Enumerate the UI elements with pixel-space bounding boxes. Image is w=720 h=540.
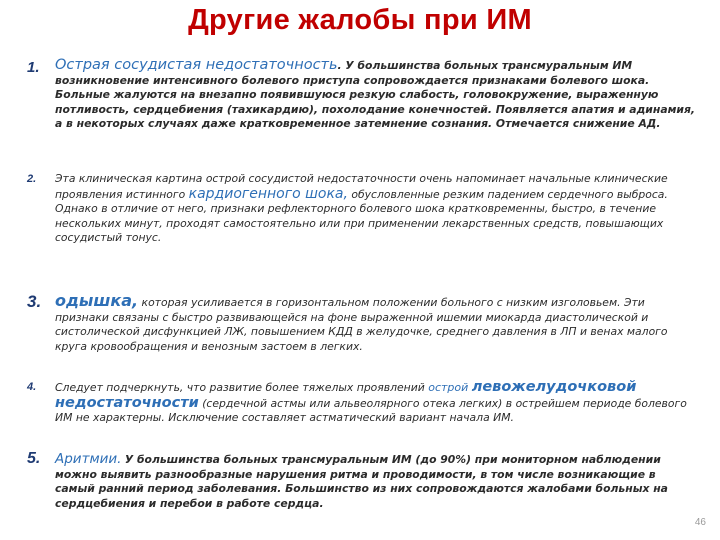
list-item-5 (27, 452, 699, 511)
item-number: 2. (27, 173, 37, 185)
list-item-1 (27, 58, 699, 132)
highlight-term: Острая сосудистая недостаточность (55, 57, 338, 73)
item-body: обусловленные резким падением сердечного выброса. Однако в отличие от него, признаки рефлекторного болевого шока кратковременны, быстро, в течение нескольких минут, проходят самостоятельно или при применении лекарственных средств, повышающих сосудистый тонус. (55, 187, 668, 244)
item-body: (сердечной астмы или альвеолярного отека легких) в острейшем периоде болевого ИМ не характерны. Исключение составляет астматический вариант начала ИМ. (55, 396, 687, 424)
item-number: 1. (27, 59, 40, 76)
item-number: 4. (27, 381, 37, 393)
list-item-4 (27, 380, 699, 426)
item-body: У большинства больных трансмуральным ИМ (до 90%) при мониторном наблюдении можно выявить разнообразные нарушения ритма и проводимости, в том числе возникающие в самый ранний период заболевания. Большинство из них сопровождаются жалобами больных на сердцебиения и перебои в работе сердца. (55, 453, 668, 510)
item-number: 3. (27, 292, 42, 311)
highlight-term: Аритмии. (55, 451, 122, 467)
item-text (55, 172, 699, 246)
list-item-2 (27, 172, 699, 246)
highlight-term: кардиогенного шока, (188, 185, 348, 202)
list-item-3 (27, 291, 699, 354)
item-body-lead: Эта клиническая картина острой сосудистой недостаточности очень напоминает начальные клинические проявления истинного (55, 172, 668, 201)
item-number: 5. (27, 450, 41, 467)
item-text (55, 380, 699, 426)
highlight-word: острой (428, 381, 469, 394)
highlight-term: левожелудочковой недостаточности (55, 379, 637, 411)
item-text (55, 58, 699, 132)
highlight-term: одышка, (55, 291, 139, 310)
item-body-lead: Следует подчеркнуть, что развитие более тяжелых проявлений (55, 381, 425, 394)
slide-title: Другие жалобы при ИМ (188, 4, 532, 36)
item-text (55, 452, 699, 511)
item-body: которая усиливается в горизонтальном положении больного с низким изголовьем. Эти признаки связаны с быстро развивающейся на фоне выраженной ишемии миокарда диастолической и систолической дисфункцией ЛЖ, повышением КДД в желудочке, среднего давления в ЛП и венах малого круга кровообращения и венозным застоем в легких. (55, 296, 668, 353)
item-text (55, 291, 699, 354)
item-body: . У большинства больных трансмуральным ИМ возникновение интенсивного болевого приступа сопровождается признаками болевого шока. Больные жалуются на внезапно появившуюся резкую слабость, головокружение, выраженную потливость, сердцебиения (тахикардию), похолодание конечностей. Появляется апатия и адинамия, а в некоторых случаях даже кратковременное затемнение сознания. Отмечается снижение АД. (55, 59, 696, 130)
page-number: 46 (694, 517, 706, 528)
